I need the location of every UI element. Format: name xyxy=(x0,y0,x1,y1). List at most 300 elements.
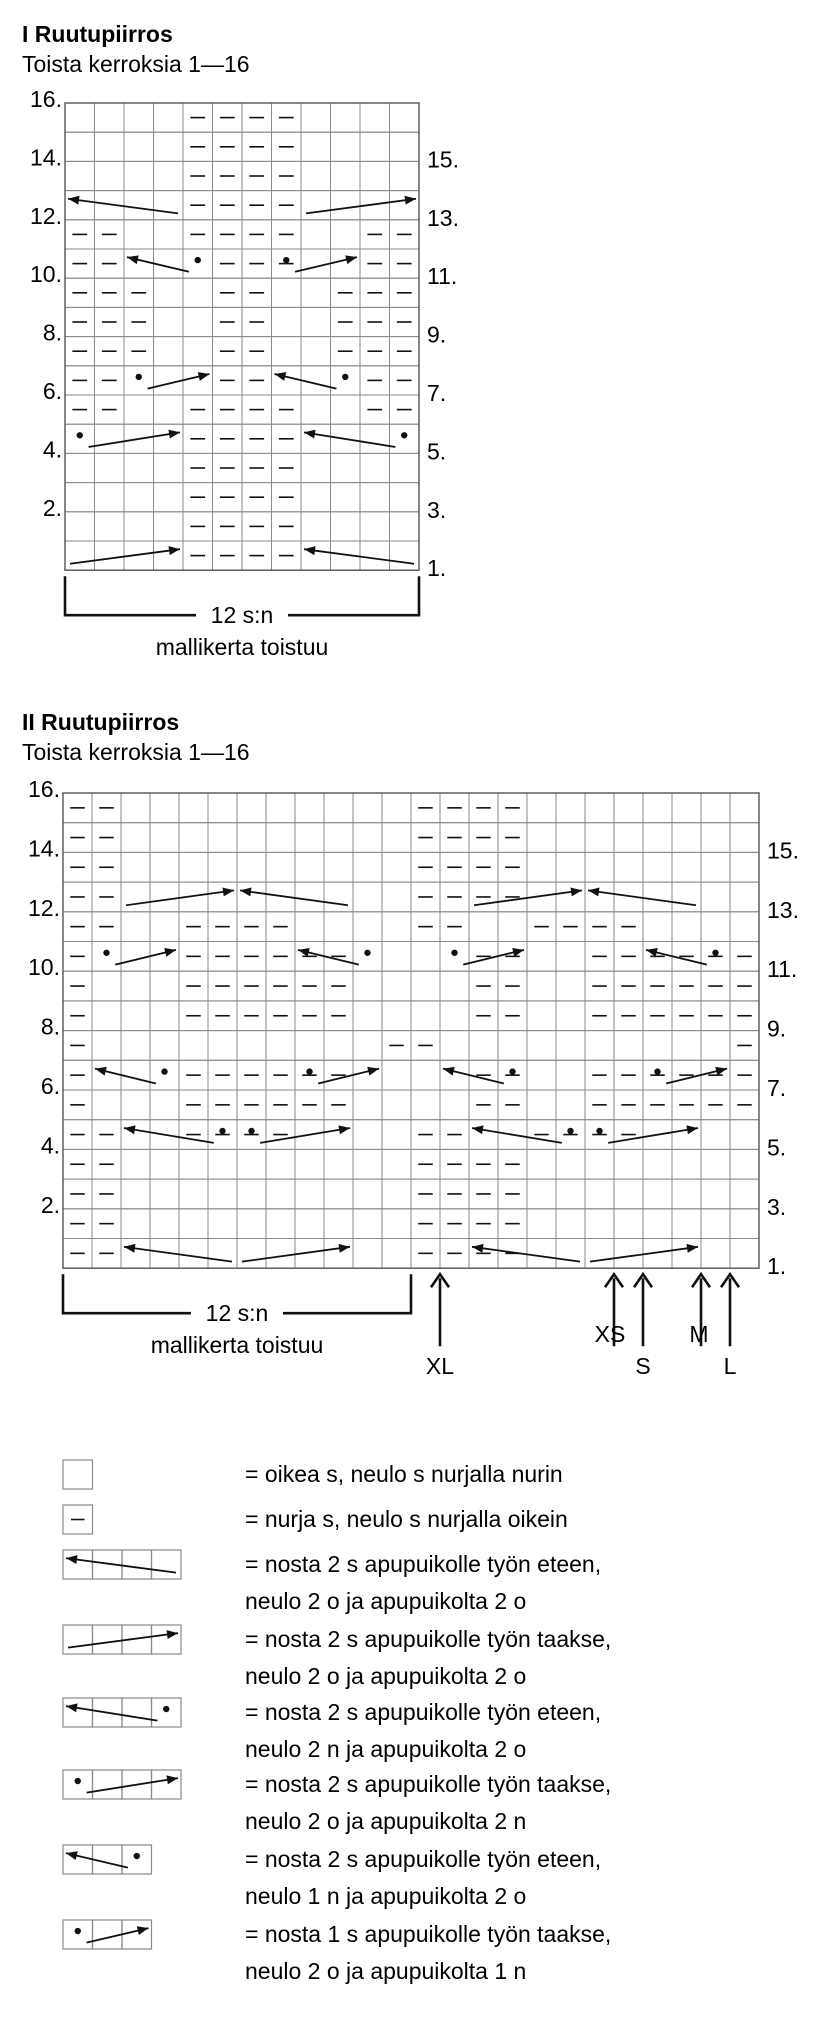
chart-cell xyxy=(179,793,208,823)
chart-cell xyxy=(527,1001,556,1031)
chart-cell xyxy=(301,103,331,132)
chart-cell xyxy=(154,278,184,307)
cable-dot xyxy=(77,432,83,438)
chart-cell xyxy=(295,823,324,853)
chart-cell xyxy=(672,1031,701,1061)
chart-cell xyxy=(360,103,390,132)
row-label-left: 8. xyxy=(40,1013,60,1040)
chart-cell xyxy=(95,512,125,541)
chart-cell xyxy=(701,912,730,942)
chart-cell xyxy=(331,249,361,278)
chart-cell xyxy=(95,161,125,190)
chart-cell xyxy=(353,912,382,942)
chart-cell xyxy=(208,1149,237,1179)
chart-cell xyxy=(121,1001,150,1031)
chart-cell xyxy=(208,823,237,853)
chart-cell xyxy=(701,793,730,823)
legend-swatch-cell xyxy=(63,1845,93,1874)
chart-cell xyxy=(614,852,643,882)
chart-cell xyxy=(324,1179,353,1209)
row-label-right: 9. xyxy=(427,321,447,348)
chart-cell xyxy=(295,793,324,823)
repeat-label-2: mallikerta toistuu xyxy=(150,1332,324,1359)
chart-cell xyxy=(353,942,382,972)
chart-cell xyxy=(527,1090,556,1120)
chart-cell xyxy=(701,1149,730,1179)
chart-cell xyxy=(730,1179,759,1209)
chart-cell xyxy=(154,512,184,541)
cable-line xyxy=(260,1128,350,1143)
chart-cell xyxy=(324,1149,353,1179)
chart-cell xyxy=(65,541,95,570)
row-label-left: 10. xyxy=(28,954,60,981)
chart-cell xyxy=(95,103,125,132)
row-label-right: 7. xyxy=(767,1075,787,1101)
chart-cell xyxy=(701,1179,730,1209)
chart-cell xyxy=(65,191,95,220)
chart-cell xyxy=(272,337,302,366)
chart-cell xyxy=(266,1209,295,1239)
chart-cell xyxy=(527,1060,556,1090)
chart-cell xyxy=(585,882,614,912)
chart-cell xyxy=(154,161,184,190)
chart-cell xyxy=(382,1090,411,1120)
chart-cell xyxy=(672,1120,701,1150)
chart-cell xyxy=(643,793,672,823)
chart-cell xyxy=(208,1031,237,1061)
chart-cell xyxy=(382,1001,411,1031)
chart-cell xyxy=(556,1001,585,1031)
chart-cell xyxy=(301,191,331,220)
cable-arrowhead xyxy=(275,372,287,381)
row-label-right: 9. xyxy=(767,1015,787,1042)
chart-cell xyxy=(360,424,390,453)
chart-cell xyxy=(585,852,614,882)
chart-cell xyxy=(382,1060,411,1090)
row-label-right: 7. xyxy=(427,380,447,406)
row-label-right: 11. xyxy=(767,956,798,983)
cable-arrowhead xyxy=(405,196,416,205)
chart1-group xyxy=(22,21,459,660)
chart-cell xyxy=(65,512,95,541)
chart-cell xyxy=(150,1060,179,1090)
legend-cable-arrowhead xyxy=(137,1926,149,1935)
chart-cell xyxy=(331,366,361,395)
cable-symbol xyxy=(136,372,210,388)
chart-cell xyxy=(331,395,361,424)
cable-arrowhead xyxy=(338,1125,350,1134)
legend-cable-line xyxy=(66,1558,176,1573)
chart-cell xyxy=(124,366,154,395)
chart-cell xyxy=(556,1149,585,1179)
row-label-right: 13. xyxy=(427,204,459,231)
chart-cell xyxy=(469,1031,498,1061)
cable-symbol xyxy=(68,196,178,214)
row-label-left: 2. xyxy=(42,494,62,521)
chart-cell xyxy=(92,942,121,972)
chart-cell xyxy=(585,823,614,853)
cable-dot xyxy=(451,950,457,956)
cable-symbol xyxy=(248,1125,350,1142)
legend-text: = nosta 2 s apupuikolle työn eteen, xyxy=(245,1699,602,1725)
row-label-left: 14. xyxy=(30,144,62,171)
size-marker-xl xyxy=(426,1274,454,1379)
chart-cell xyxy=(124,395,154,424)
size-marker-l xyxy=(721,1274,739,1379)
cable-dot xyxy=(161,1068,167,1074)
chart-cell xyxy=(643,912,672,942)
cable-arrowhead xyxy=(686,1244,698,1253)
cable-symbol xyxy=(304,546,414,564)
chart-cell xyxy=(730,793,759,823)
chart-cell xyxy=(121,1209,150,1239)
legend-cable-dot xyxy=(134,1853,140,1859)
chart-cell xyxy=(353,1179,382,1209)
cable-symbol xyxy=(126,887,234,905)
legend-text: neulo 2 o ja apupuikolta 2 n xyxy=(245,1808,527,1834)
chart-cell xyxy=(331,483,361,512)
cable-arrowhead xyxy=(222,887,234,896)
cable-arrowhead xyxy=(68,196,79,205)
cable-symbol xyxy=(596,1125,698,1142)
chart-cell xyxy=(179,852,208,882)
chart-cell xyxy=(411,971,440,1001)
chart-cell xyxy=(121,1179,150,1209)
chart-cell xyxy=(382,942,411,972)
chart-cell xyxy=(121,823,150,853)
size-marker-m xyxy=(689,1274,710,1347)
chart-cell xyxy=(585,1031,614,1061)
chart-cell xyxy=(183,249,213,278)
cable-line xyxy=(68,199,178,214)
chart-cell xyxy=(353,1060,382,1090)
cable-line xyxy=(70,549,180,564)
legend-cable-arrowhead xyxy=(66,1703,78,1712)
chart-cell xyxy=(353,971,382,1001)
chart-cell xyxy=(527,852,556,882)
chart-cell xyxy=(527,1149,556,1179)
chart-cell xyxy=(65,483,95,512)
chart-cell xyxy=(237,1179,266,1209)
chart-cell xyxy=(121,882,150,912)
chart-cell xyxy=(237,1239,266,1269)
legend-text: = nosta 2 s apupuikolle työn taakse, xyxy=(245,1626,612,1652)
chart-cell xyxy=(411,1060,440,1090)
chart-cell xyxy=(382,882,411,912)
chart-cell xyxy=(150,1179,179,1209)
chart-cell xyxy=(92,1060,121,1090)
chart-cell xyxy=(672,852,701,882)
chart-cell xyxy=(382,823,411,853)
chart-cell xyxy=(295,1031,324,1061)
chart-cell xyxy=(440,971,469,1001)
legend-cable-line xyxy=(68,1633,178,1648)
row-label-left: 6. xyxy=(42,378,62,404)
row-label-right: 1. xyxy=(427,555,447,582)
legend-text: neulo 2 o ja apupuikolta 2 o xyxy=(245,1588,527,1614)
legend-cable-dot xyxy=(75,1928,81,1934)
chart-cell xyxy=(301,161,331,190)
legend-cable-dot xyxy=(75,1778,81,1784)
chart-cell xyxy=(237,1209,266,1239)
chart-cell xyxy=(527,793,556,823)
chart-cell xyxy=(353,1120,382,1150)
size-marker-label: XS xyxy=(594,1321,626,1348)
chart-cell xyxy=(208,1209,237,1239)
chart-cell xyxy=(701,1209,730,1239)
legend-text: = nosta 2 s apupuikolle työn taakse, xyxy=(245,1771,612,1797)
chart-cell xyxy=(360,161,390,190)
chart-cell xyxy=(179,1149,208,1179)
chart-cell xyxy=(556,823,585,853)
chart-cell xyxy=(301,278,331,307)
chart-cell xyxy=(266,1031,295,1061)
legend-swatch-cell xyxy=(93,1625,123,1654)
chart-cell xyxy=(301,337,331,366)
chart-cell xyxy=(324,852,353,882)
cable-dot xyxy=(364,950,370,956)
legend-swatch-cell xyxy=(152,1625,182,1654)
cable-arrowhead xyxy=(686,1125,698,1134)
chart-cell xyxy=(272,307,302,336)
chart-cell xyxy=(124,483,154,512)
size-marker-label: L xyxy=(723,1353,737,1380)
cable-symbol xyxy=(124,1244,232,1262)
chart-cell xyxy=(353,1001,382,1031)
legend-cable-arrowhead xyxy=(66,1851,78,1860)
row-label-right: 15. xyxy=(427,146,459,173)
chart-cell xyxy=(556,1031,585,1061)
chart-cell xyxy=(382,1179,411,1209)
chart-cell xyxy=(672,823,701,853)
chart-cell xyxy=(266,852,295,882)
chart-cell xyxy=(527,1179,556,1209)
repeat-label-2: mallikerta toistuu xyxy=(155,634,329,661)
chart-cell xyxy=(382,852,411,882)
chart-cell xyxy=(730,882,759,912)
chart-cell xyxy=(390,424,420,453)
chart-cell xyxy=(390,161,420,190)
legend-item xyxy=(63,1920,611,1984)
row-label-left: 16. xyxy=(28,776,60,802)
chart-cell xyxy=(237,823,266,853)
chart-cell xyxy=(390,512,420,541)
cable-symbol xyxy=(590,1244,698,1262)
chart-cell xyxy=(730,823,759,853)
chart-cell xyxy=(353,1149,382,1179)
legend-swatch-cell xyxy=(152,1698,182,1727)
chart-cell xyxy=(643,1149,672,1179)
chart-cell xyxy=(150,1149,179,1179)
chart-cell xyxy=(527,1239,556,1269)
cable-arrowhead xyxy=(169,546,180,555)
row-label-left: 12. xyxy=(28,894,60,921)
chart-cell xyxy=(360,541,390,570)
row-label-right: 5. xyxy=(767,1134,787,1161)
chart-cell xyxy=(150,1001,179,1031)
chart-cell xyxy=(614,793,643,823)
chart-cell xyxy=(295,912,324,942)
chart-cell xyxy=(179,1031,208,1061)
chart-cell xyxy=(121,1149,150,1179)
cable-line xyxy=(590,1247,698,1262)
chart-cell xyxy=(65,161,95,190)
row-label-right: 3. xyxy=(767,1193,787,1220)
legend-cable-line xyxy=(66,1706,157,1721)
size-marker-label: M xyxy=(689,1321,709,1348)
chart-cell xyxy=(208,793,237,823)
repeat-label: 12 s:n xyxy=(210,602,274,629)
chart-cell xyxy=(643,1209,672,1239)
cable-symbol xyxy=(242,1244,350,1262)
legend-cable-dot xyxy=(163,1706,169,1712)
chart-cell xyxy=(183,337,213,366)
chart-cell xyxy=(730,1120,759,1150)
chart-cell xyxy=(154,103,184,132)
chart-cell xyxy=(469,912,498,942)
chart-cell xyxy=(295,1149,324,1179)
chart-cell xyxy=(121,1120,150,1150)
chart-cell xyxy=(556,793,585,823)
chart-cell xyxy=(382,1149,411,1179)
chart-cell xyxy=(527,1209,556,1239)
chart-cell xyxy=(154,220,184,249)
chart-cell xyxy=(440,1001,469,1031)
cable-line xyxy=(304,549,414,564)
chart-cell xyxy=(556,971,585,1001)
legend-item xyxy=(63,1770,611,1834)
chart-cell xyxy=(121,1090,150,1120)
legend-cable-arrowhead xyxy=(66,1555,77,1564)
cable-dot xyxy=(712,950,718,956)
chart-cell xyxy=(353,1031,382,1061)
chart-cell xyxy=(440,1090,469,1120)
chart-cell xyxy=(65,424,95,453)
chart-cell xyxy=(382,1120,411,1150)
chart-cell xyxy=(65,103,95,132)
cable-arrowhead xyxy=(124,1125,136,1134)
cable-dot xyxy=(401,432,407,438)
chart-cell xyxy=(124,191,154,220)
cable-symbol xyxy=(588,887,696,905)
chart-cell xyxy=(183,307,213,336)
chart-cell xyxy=(353,823,382,853)
row-label-left: 16. xyxy=(30,86,62,112)
chart-cell xyxy=(701,1120,730,1150)
row-label-left: 2. xyxy=(40,1191,60,1218)
chart-cell xyxy=(498,1031,527,1061)
chart-cell xyxy=(237,1031,266,1061)
chart-cell xyxy=(295,852,324,882)
chart-cell xyxy=(179,1239,208,1269)
chart-cell xyxy=(672,1209,701,1239)
legend-cable-arrowhead xyxy=(167,1630,178,1639)
cable-arrowhead xyxy=(338,1244,350,1253)
chart-cell xyxy=(301,395,331,424)
legend-text: = nosta 1 s apupuikolle työn taakse, xyxy=(245,1921,612,1947)
cable-line xyxy=(588,890,696,905)
cable-arrowhead xyxy=(304,430,316,439)
chart-cell xyxy=(527,823,556,853)
row-label-right: 11. xyxy=(427,263,458,290)
cable-symbol xyxy=(103,948,176,965)
chart-cell xyxy=(121,1239,150,1269)
chart-cell xyxy=(124,161,154,190)
chart-cell xyxy=(208,1179,237,1209)
chart-cell xyxy=(121,793,150,823)
cable-line xyxy=(240,890,348,905)
chart-cell xyxy=(208,882,237,912)
chart-cell xyxy=(154,337,184,366)
chart-cell xyxy=(331,512,361,541)
chart-cell xyxy=(208,852,237,882)
chart-cell xyxy=(643,823,672,853)
chart-cell xyxy=(360,483,390,512)
chart-cell xyxy=(527,942,556,972)
legend-item xyxy=(63,1460,563,1489)
chart-cell xyxy=(150,823,179,853)
legend-item xyxy=(63,1845,601,1909)
chart-cell xyxy=(208,1239,237,1269)
chart-cell xyxy=(643,1179,672,1209)
chart-cell xyxy=(324,793,353,823)
legend-swatch-cell xyxy=(63,1550,93,1579)
chart-cell xyxy=(556,1060,585,1090)
row-label-right: 5. xyxy=(427,438,447,465)
chart-cell xyxy=(301,220,331,249)
chart-cell xyxy=(614,1179,643,1209)
chart-cell xyxy=(154,191,184,220)
cable-symbol xyxy=(124,1125,226,1142)
cable-line xyxy=(608,1128,698,1143)
size-marker-xs xyxy=(595,1274,626,1347)
legend-text: = oikea s, neulo s nurjalla nurin xyxy=(245,1461,563,1487)
cable-arrowhead xyxy=(127,255,139,264)
chart-cell xyxy=(124,220,154,249)
chart1-subtitle: Toista kerroksia 1—16 xyxy=(22,51,250,77)
chart-cell xyxy=(154,424,184,453)
chart-cell xyxy=(301,307,331,336)
cable-dot xyxy=(342,374,348,380)
chart-cell xyxy=(730,1239,759,1269)
chart-cell xyxy=(183,366,213,395)
chart-cell xyxy=(237,1149,266,1179)
cable-dot xyxy=(248,1128,254,1134)
legend-swatch-cell xyxy=(122,1845,152,1874)
cable-line xyxy=(124,1128,214,1143)
chart-cell xyxy=(440,1031,469,1061)
legend-swatch-cell xyxy=(63,1698,93,1727)
cable-dot xyxy=(654,1068,660,1074)
chart-cell xyxy=(121,1031,150,1061)
chart-cell xyxy=(150,1209,179,1239)
chart-cell xyxy=(614,1239,643,1269)
chart-cell xyxy=(672,1179,701,1209)
legend-swatch-cell xyxy=(93,1770,123,1799)
chart-cell xyxy=(701,882,730,912)
cable-arrowhead xyxy=(570,887,582,896)
chart-cell xyxy=(124,249,154,278)
chart-cell xyxy=(382,1239,411,1269)
cable-symbol xyxy=(95,1067,168,1084)
cable-line xyxy=(242,1247,350,1262)
chart-cell xyxy=(301,453,331,482)
chart-cell xyxy=(324,1239,353,1269)
chart-cell xyxy=(556,1239,585,1269)
chart-cell xyxy=(331,191,361,220)
chart-cell xyxy=(730,1209,759,1239)
chart-cell xyxy=(124,512,154,541)
